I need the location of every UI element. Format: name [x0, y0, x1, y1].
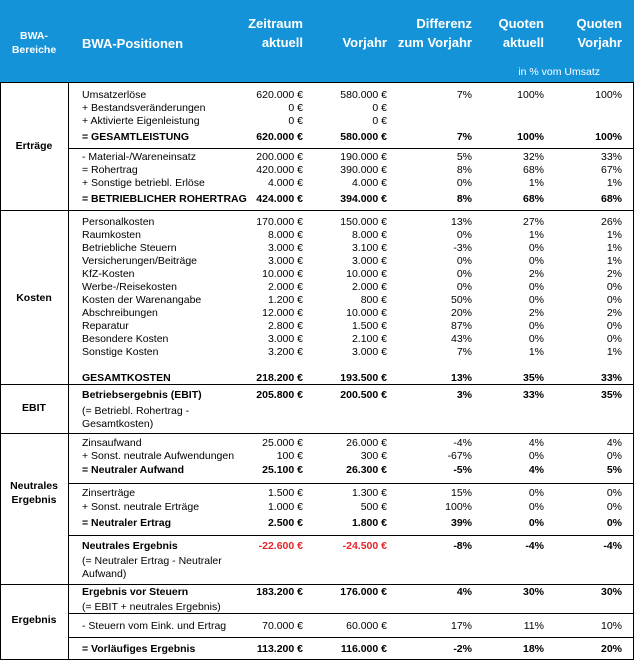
cell-v: -24.500 € — [342, 540, 387, 552]
cell-qv: 0% — [606, 281, 622, 293]
cell-qv: 100% — [595, 89, 622, 101]
cell-d: -67% — [447, 450, 472, 462]
cell-v: 0 € — [372, 115, 387, 127]
header-quoten-aktuell-line2: aktuell — [502, 35, 544, 50]
row-label: Betriebsergebnis (EBIT) — [82, 389, 202, 401]
cell-qv: 0% — [606, 294, 622, 306]
row-label: Zinsaufwand — [82, 437, 142, 449]
cell-d: 8% — [456, 164, 472, 176]
divider-steuern — [68, 637, 634, 638]
note-ebit-line1: (= Betriebl. Rohertrag - — [82, 405, 190, 417]
header-bereiche-line2: Bereiche — [11, 44, 57, 56]
cell-qa: 0% — [528, 320, 544, 332]
section-ertraege: Erträge — [15, 140, 53, 152]
cell-qv: 20% — [600, 643, 622, 655]
cell-qv: 0% — [606, 333, 622, 345]
cell-z: 25.000 € — [262, 437, 303, 449]
cell-v: 26.000 € — [346, 437, 387, 449]
cell-v: 193.500 € — [340, 372, 387, 384]
border-bottom — [0, 659, 634, 660]
column-divider — [68, 82, 69, 660]
cell-qv: 0% — [606, 501, 622, 513]
cell-d: 20% — [450, 307, 472, 319]
header-zeitraum-line1: Zeitraum — [248, 16, 303, 31]
cell-z: 70.000 € — [262, 620, 303, 632]
cell-v: 116.000 € — [340, 643, 387, 655]
cell-z: 3.000 € — [267, 255, 303, 267]
cell-z: 100 € — [276, 450, 303, 462]
cell-qv: 1% — [606, 346, 622, 358]
cell-qa: 1% — [528, 177, 544, 189]
row-label: GESAMTKOSTEN — [82, 372, 171, 384]
note-ebit-line2: Gesamtkosten) — [82, 418, 154, 430]
cell-v: 390.000 € — [340, 164, 387, 176]
cell-qa: 18% — [522, 643, 544, 655]
cell-qa: 0% — [528, 281, 544, 293]
table-header — [0, 0, 634, 82]
cell-d: 0% — [456, 281, 472, 293]
cell-qa: 32% — [522, 151, 544, 163]
cell-qv: 2% — [606, 268, 622, 280]
cell-qa: 0% — [528, 242, 544, 254]
cell-qv: 0% — [606, 450, 622, 462]
cell-z: 2.800 € — [267, 320, 303, 332]
cell-qa: 68% — [522, 193, 544, 205]
cell-d: 5% — [456, 151, 472, 163]
cell-qa: 0% — [528, 333, 544, 345]
row-label: + Sonstige betriebl. Erlöse — [82, 177, 205, 189]
header-zeitraum-line2: aktuell — [261, 35, 303, 50]
cell-v: 26.300 € — [346, 464, 387, 476]
cell-z: 620.000 € — [256, 131, 303, 143]
cell-d: -5% — [453, 464, 472, 476]
cell-d: 87% — [450, 320, 472, 332]
header-subnote: in % vom Umsatz — [518, 66, 600, 78]
row-label: + Aktivierte Eigenleistung — [82, 115, 200, 127]
cell-qa: 100% — [517, 131, 544, 143]
border-right — [633, 82, 634, 660]
cell-z: 12.000 € — [262, 307, 303, 319]
cell-qv: 26% — [600, 216, 622, 228]
row-label: Besondere Kosten — [82, 333, 169, 345]
row-label: = BETRIEBLICHER ROHERTRAG — [82, 193, 247, 205]
header-vorjahr: Vorjahr — [342, 35, 387, 50]
cell-d: 0% — [456, 268, 472, 280]
cell-qa: 1% — [528, 229, 544, 241]
cell-d: 100% — [445, 501, 472, 513]
cell-qa: 100% — [517, 89, 544, 101]
cell-v: 800 € — [360, 294, 387, 306]
row-label: KfZ-Kosten — [82, 268, 135, 280]
cell-d: 13% — [450, 372, 472, 384]
section-ebit: EBIT — [22, 402, 46, 414]
row-label: Abschreibungen — [82, 307, 158, 319]
row-label: - Steuern vom Eink. und Ertrag — [82, 620, 227, 632]
row-label: - Material-/Wareneinsatz — [82, 151, 196, 163]
cell-qv: 0% — [606, 517, 622, 529]
row-label: Sonstige Kosten — [82, 346, 159, 358]
cell-z: 1.000 € — [267, 501, 303, 513]
note-neutral-line1: (= Neutraler Ertrag - Neutraler — [82, 555, 222, 567]
cell-d: 0% — [456, 177, 472, 189]
row-label: Neutrales Ergebnis — [82, 540, 178, 552]
cell-z: 25.100 € — [262, 464, 303, 476]
cell-d: 7% — [456, 89, 472, 101]
divider-ebit-neutral — [0, 433, 634, 434]
cell-qa: 0% — [528, 487, 544, 499]
cell-d: 0% — [456, 255, 472, 267]
cell-v: 200.500 € — [340, 389, 387, 401]
cell-d: 7% — [456, 346, 472, 358]
cell-qa: 27% — [522, 216, 544, 228]
cell-qv: 2% — [606, 307, 622, 319]
row-label: = Neutraler Ertrag — [82, 517, 171, 529]
cell-z: 3.000 € — [267, 333, 303, 345]
cell-z: 2.500 € — [267, 517, 303, 529]
cell-v: 8.000 € — [351, 229, 387, 241]
cell-z: 3.000 € — [267, 242, 303, 254]
section-neutrales-line2: Ergebnis — [11, 494, 57, 506]
cell-d: 8% — [456, 193, 472, 205]
header-differenz-line1: Differenz — [416, 16, 472, 31]
row-label: + Sonst. neutrale Erträge — [82, 501, 200, 513]
cell-z: 2.000 € — [267, 281, 303, 293]
cell-v: 150.000 € — [340, 216, 387, 228]
section-ergebnis: Ergebnis — [11, 614, 57, 626]
cell-v: 60.000 € — [346, 620, 387, 632]
note-evs: (= EBIT + neutrales Ergebnis) — [82, 601, 221, 613]
note-neutral-line2: Aufwand) — [82, 568, 127, 580]
cell-v: 1.300 € — [351, 487, 387, 499]
cell-v: 4.000 € — [351, 177, 387, 189]
cell-qv: 10% — [600, 620, 622, 632]
cell-d: 17% — [450, 620, 472, 632]
cell-z: -22.600 € — [258, 540, 303, 552]
cell-v: 1.500 € — [351, 320, 387, 332]
cell-z: 4.000 € — [267, 177, 303, 189]
section-kosten: Kosten — [16, 292, 52, 304]
row-label: + Bestandsveränderungen — [82, 102, 206, 114]
cell-qv: 1% — [606, 242, 622, 254]
cell-z: 420.000 € — [256, 164, 303, 176]
cell-qa: 0% — [528, 517, 544, 529]
cell-z: 0 € — [288, 115, 303, 127]
row-label: Raumkosten — [82, 229, 141, 241]
cell-d: 4% — [456, 586, 472, 598]
cell-v: 2.000 € — [351, 281, 387, 293]
row-label: = Rohertrag — [82, 164, 138, 176]
cell-qv: 1% — [606, 255, 622, 267]
cell-qa: 0% — [528, 501, 544, 513]
cell-d: -3% — [453, 242, 472, 254]
cell-d: 39% — [450, 517, 472, 529]
cell-z: 183.200 € — [256, 586, 303, 598]
cell-qv: 68% — [600, 193, 622, 205]
cell-qa: 0% — [528, 294, 544, 306]
cell-z: 3.200 € — [267, 346, 303, 358]
row-label: Kosten der Warenangabe — [82, 294, 202, 306]
header-quoten-aktuell-line1: Quoten — [498, 16, 544, 31]
cell-v: 2.100 € — [351, 333, 387, 345]
cell-v: 176.000 € — [340, 586, 387, 598]
cell-qv: 35% — [600, 389, 622, 401]
row-label: + Sonst. neutrale Aufwendungen — [82, 450, 235, 462]
row-label: Personalkosten — [82, 216, 155, 228]
cell-qv: 5% — [606, 464, 622, 476]
divider-neutral-ergebnis — [0, 584, 634, 585]
header-bereiche-line1: BWA- — [20, 30, 48, 42]
cell-d: 43% — [450, 333, 472, 345]
cell-v: 3.000 € — [351, 255, 387, 267]
cell-v: 300 € — [360, 450, 387, 462]
cell-qa: 0% — [528, 255, 544, 267]
section-neutrales-line1: Neutrales — [10, 480, 58, 492]
cell-v: 190.000 € — [340, 151, 387, 163]
cell-qv: 1% — [606, 229, 622, 241]
cell-qv: 0% — [606, 487, 622, 499]
cell-qa: 1% — [528, 346, 544, 358]
cell-z: 0 € — [288, 102, 303, 114]
row-label: Versicherungen/Beiträge — [82, 255, 197, 267]
cell-d: -8% — [453, 540, 472, 552]
row-label: Werbe-/Reisekosten — [82, 281, 177, 293]
cell-qa: 30% — [522, 586, 544, 598]
cell-qv: 1% — [606, 177, 622, 189]
cell-qa: 11% — [523, 620, 544, 632]
cell-d: -4% — [453, 437, 472, 449]
cell-v: 394.000 € — [340, 193, 387, 205]
cell-qa: 33% — [522, 389, 544, 401]
cell-z: 10.000 € — [262, 268, 303, 280]
cell-z: 620.000 € — [256, 89, 303, 101]
header-positionen: BWA-Positionen — [82, 36, 184, 51]
row-label: Zinserträge — [82, 487, 136, 499]
cell-z: 170.000 € — [256, 216, 303, 228]
cell-v: 10.000 € — [346, 307, 387, 319]
header-differenz-line2: zum Vorjahr — [397, 35, 472, 50]
cell-z: 200.000 € — [256, 151, 303, 163]
row-label: Betriebliche Steuern — [82, 242, 177, 254]
cell-qa: 4% — [528, 464, 544, 476]
header-quoten-vorjahr-line1: Quoten — [576, 16, 622, 31]
cell-d: 15% — [450, 487, 472, 499]
divider-header — [0, 82, 634, 83]
cell-v: 10.000 € — [346, 268, 387, 280]
cell-v: 3.100 € — [351, 242, 387, 254]
cell-d: 7% — [456, 131, 472, 143]
cell-qa: 2% — [528, 307, 544, 319]
cell-qa: 35% — [522, 372, 544, 384]
cell-v: 0 € — [372, 102, 387, 114]
cell-qv: 4% — [606, 437, 622, 449]
row-label: Umsatzerlöse — [82, 89, 147, 101]
cell-v: 3.000 € — [351, 346, 387, 358]
cell-qv: 0% — [606, 320, 622, 332]
cell-d: 13% — [450, 216, 472, 228]
cell-d: 50% — [450, 294, 472, 306]
cell-v: 580.000 € — [340, 131, 387, 143]
divider-ertrag — [68, 535, 634, 536]
cell-d: 0% — [456, 229, 472, 241]
border-left — [0, 82, 1, 660]
cell-qv: 33% — [600, 372, 622, 384]
cell-qv: 30% — [600, 586, 622, 598]
cell-v: 500 € — [360, 501, 387, 513]
cell-v: 1.800 € — [351, 517, 387, 529]
header-quoten-vorjahr-line2: Vorjahr — [577, 35, 622, 50]
row-label: Ergebnis vor Steuern — [82, 586, 189, 598]
cell-d: 3% — [456, 389, 472, 401]
cell-z: 205.800 € — [256, 389, 303, 401]
cell-d: -2% — [453, 643, 472, 655]
cell-qv: 67% — [600, 164, 622, 176]
cell-z: 1.200 € — [267, 294, 303, 306]
cell-qa: 0% — [528, 450, 544, 462]
cell-qv: 100% — [595, 131, 622, 143]
cell-qa: 2% — [528, 268, 544, 280]
cell-z: 8.000 € — [267, 229, 303, 241]
cell-qa: -4% — [525, 540, 544, 552]
divider-ertraege-kosten — [0, 210, 634, 211]
divider-aufwand — [68, 483, 634, 484]
cell-qa: 4% — [528, 437, 544, 449]
cell-z: 218.200 € — [256, 372, 303, 384]
cell-z: 424.000 € — [256, 193, 303, 205]
cell-qv: -4% — [603, 540, 622, 552]
cell-z: 1.500 € — [267, 487, 303, 499]
row-label: Reparatur — [82, 320, 129, 332]
row-label: = Neutraler Aufwand — [82, 464, 185, 476]
row-label: = Vorläufiges Ergebnis — [82, 643, 196, 655]
cell-qv: 33% — [600, 151, 622, 163]
cell-z: 113.200 € — [256, 643, 303, 655]
divider-gesamtleistung — [68, 148, 634, 149]
cell-qa: 68% — [522, 164, 544, 176]
row-label: = GESAMTLEISTUNG — [82, 131, 190, 143]
cell-v: 580.000 € — [340, 89, 387, 101]
